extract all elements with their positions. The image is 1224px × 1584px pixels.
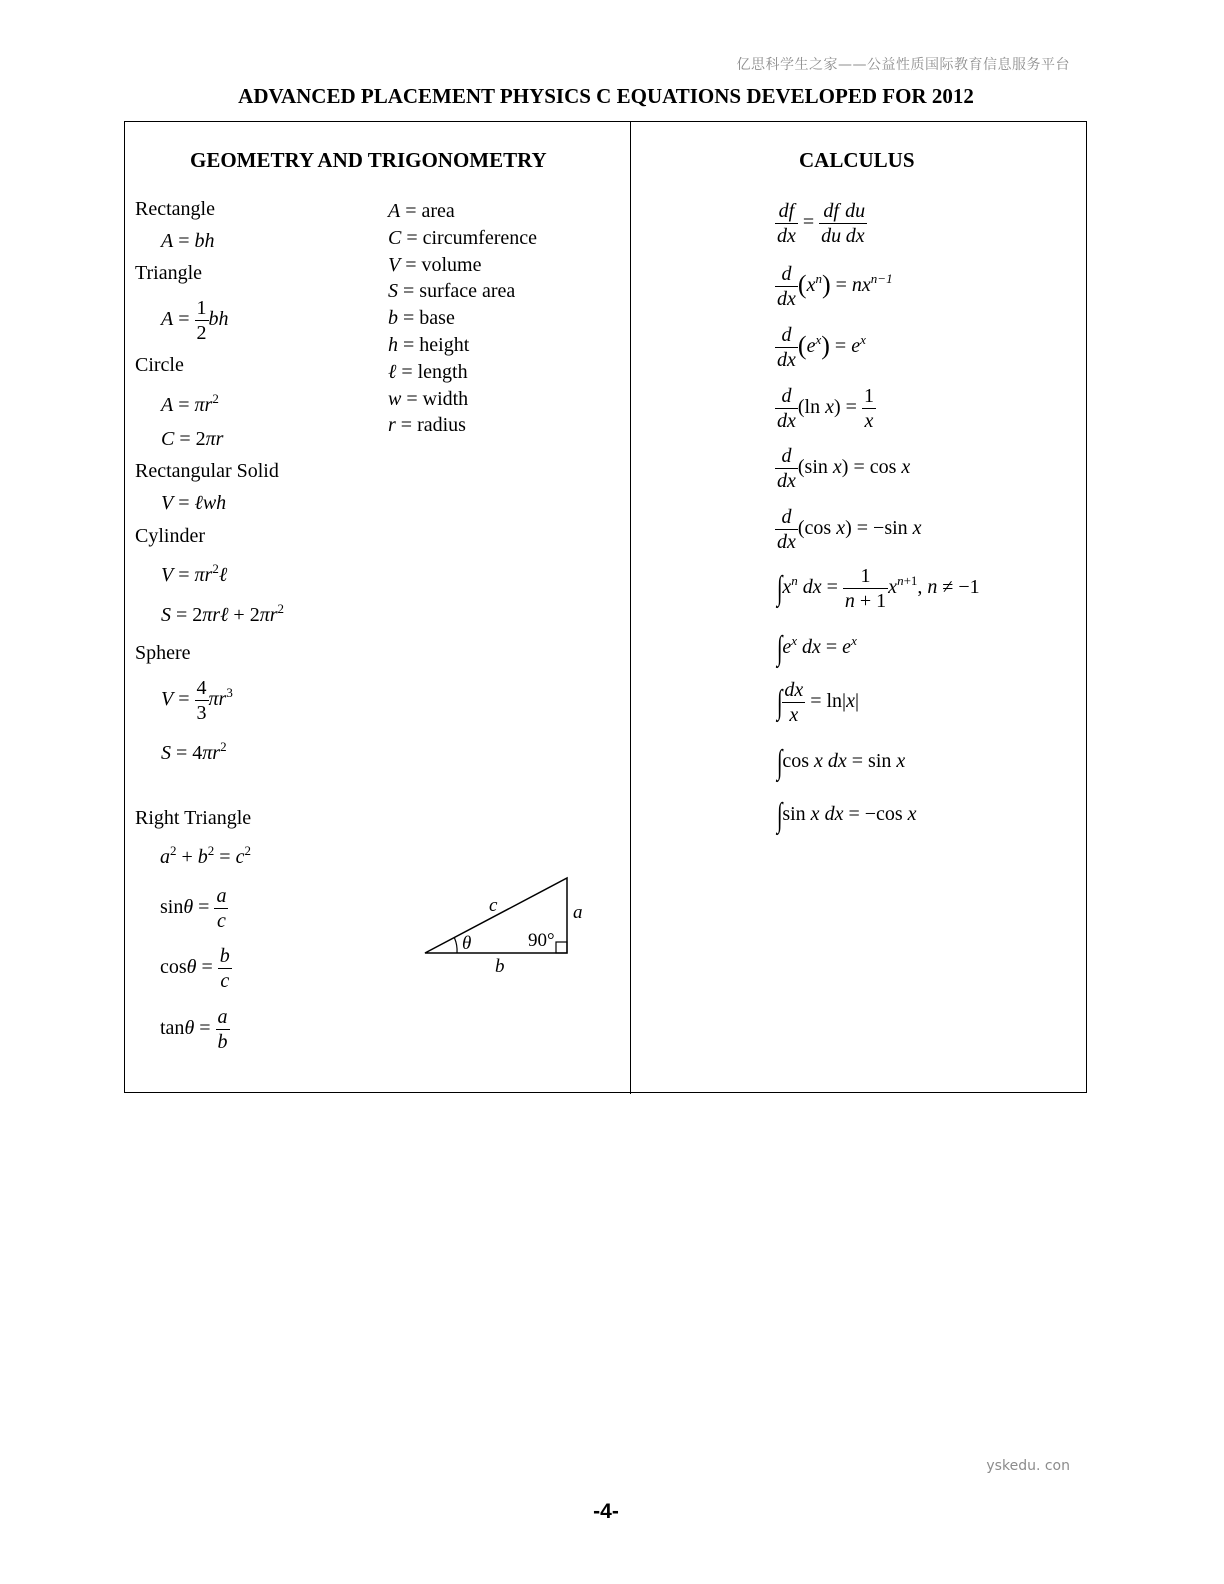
legend-row: b = base: [388, 307, 455, 330]
side-b-label: b: [495, 956, 505, 977]
legend-symbol: A: [388, 200, 401, 222]
cos-derivative-formula: $\frac{d}{dx}$ (cos x) = −sin x: [777, 506, 922, 553]
legend-row: ℓ = length: [388, 360, 468, 383]
page-title: ADVANCED PLACEMENT PHYSICS C EQUATIONS DEVELOPED FOR 2012: [238, 84, 974, 108]
legend-definition: surface area: [419, 280, 516, 303]
exp-derivative-formula: $\frac{d}{dx}$ $(e^x) = e^x$: [777, 324, 866, 371]
cylinder-surface-formula: S = 2πrℓ + $2\pi r^2$: [161, 601, 285, 626]
pythagorean-formula: $a^2 + b^2 = c^2$: [160, 843, 251, 868]
power-rule-formula: $\frac{d}{dx}$ $(x^n) = nx^{n-1}$: [777, 263, 893, 310]
reciprocal-integral-formula: ∫ $\frac{dx}{x}$ = ln|x|: [776, 679, 859, 726]
exp-integral-formula: $\int e^x$ dx = $e^x$: [776, 630, 857, 667]
circle-area-formula: $A = \pi r^2$: [161, 391, 219, 416]
ln-derivative-formula: $\frac{d}{dx}$ (ln x) = $\frac{1}{x}$: [777, 385, 874, 432]
hypotenuse-label: c: [489, 895, 498, 916]
rect-solid-label: Rectangular Solid: [135, 460, 279, 482]
sine-formula: sinθ = $\frac{a}{c}$: [160, 885, 227, 932]
circle-circumference-formula: C = 2πr: [161, 428, 224, 450]
sin-integral-formula: ∫sin x dx = −cos x: [776, 797, 917, 834]
rectangle-label: Rectangle: [135, 198, 215, 220]
legend-definition: base: [419, 307, 455, 330]
legend-symbol: h: [388, 333, 398, 356]
legend-row: r = radius: [388, 414, 466, 437]
variable-legend: [388, 198, 537, 439]
page-number: -4-: [593, 1500, 619, 1523]
tangent-formula: tanθ = $\frac{a}{b}$: [160, 1006, 228, 1053]
circle-label: Circle: [135, 354, 184, 376]
column-divider: [630, 121, 631, 1094]
watermark-text: 亿思科学生之家——公益性质国际教育信息服务平台: [736, 57, 1070, 73]
rectangle-formula: A = bh: [161, 230, 215, 252]
legend-symbol: S: [388, 280, 398, 303]
legend-definition: height: [419, 333, 470, 356]
legend-definition: radius: [417, 414, 466, 437]
sin-derivative-formula: $\frac{d}{dx}$ (sin x) = cos x: [777, 445, 911, 492]
legend-symbol: C: [388, 226, 402, 249]
cylinder-volume-formula: $V = \pi r^2\ell$: [161, 561, 228, 586]
legend-symbol: b: [388, 307, 398, 330]
angle-arc: [455, 938, 458, 953]
legend-definition: width: [422, 387, 469, 410]
cylinder-label: Cylinder: [135, 525, 205, 547]
legend-row: V = volume: [388, 253, 482, 276]
triangle-formula: A = $\frac{1}{2}$ bh: [161, 297, 229, 344]
chain-rule-formula: $\frac{df}{dx}$ = $\frac{df}{du}$ $\frac{du}{dx}$: [777, 200, 866, 247]
footer-site-text: yskedu. con: [986, 1458, 1070, 1474]
right-angle-marker: [556, 942, 567, 953]
legend-definition: volume: [421, 253, 482, 276]
legend-row: S = surface area: [388, 280, 516, 303]
legend-definition: area: [421, 200, 455, 222]
legend-row: A = area: [388, 200, 455, 222]
triangle-label: Triangle: [135, 262, 203, 284]
power-integral-formula: $\int x^n$ dx = $\frac{1}{n + 1}$ $x^{n+1}$, n ≠ −1: [776, 565, 980, 612]
geometry-heading: GEOMETRY AND TRIGONOMETRY: [190, 148, 547, 172]
legend-symbol: w: [388, 387, 402, 410]
legend-row: w = width: [388, 387, 469, 410]
cosine-formula: cosθ = $\frac{b}{c}$: [160, 945, 230, 992]
sphere-volume-formula: V = $\frac{4}{3}$ $\pi r^3$: [161, 677, 233, 724]
cos-integral-formula: ∫cos x dx = sin x: [776, 744, 906, 781]
right-triangle-diagram: [415, 868, 605, 978]
legend-definition: circumference: [422, 226, 537, 249]
side-a-label: a: [573, 902, 583, 923]
legend-row: h = height: [388, 333, 470, 356]
sphere-label: Sphere: [135, 642, 191, 664]
legend-definition: length: [417, 360, 468, 383]
right-triangle-label: Right Triangle: [135, 807, 252, 829]
legend-symbol: V: [388, 253, 401, 276]
calculus-heading: CALCULUS: [799, 148, 915, 172]
legend-row: C = circumference: [388, 226, 537, 249]
legend-symbol: r: [388, 414, 396, 437]
right-angle-label: 90°: [528, 930, 555, 951]
sphere-surface-formula: $S = 4\pi r^2$: [161, 739, 227, 764]
theta-label: θ: [462, 933, 472, 954]
rect-solid-formula: V = ℓwh: [161, 492, 227, 514]
legend-symbol: ℓ: [388, 360, 397, 383]
